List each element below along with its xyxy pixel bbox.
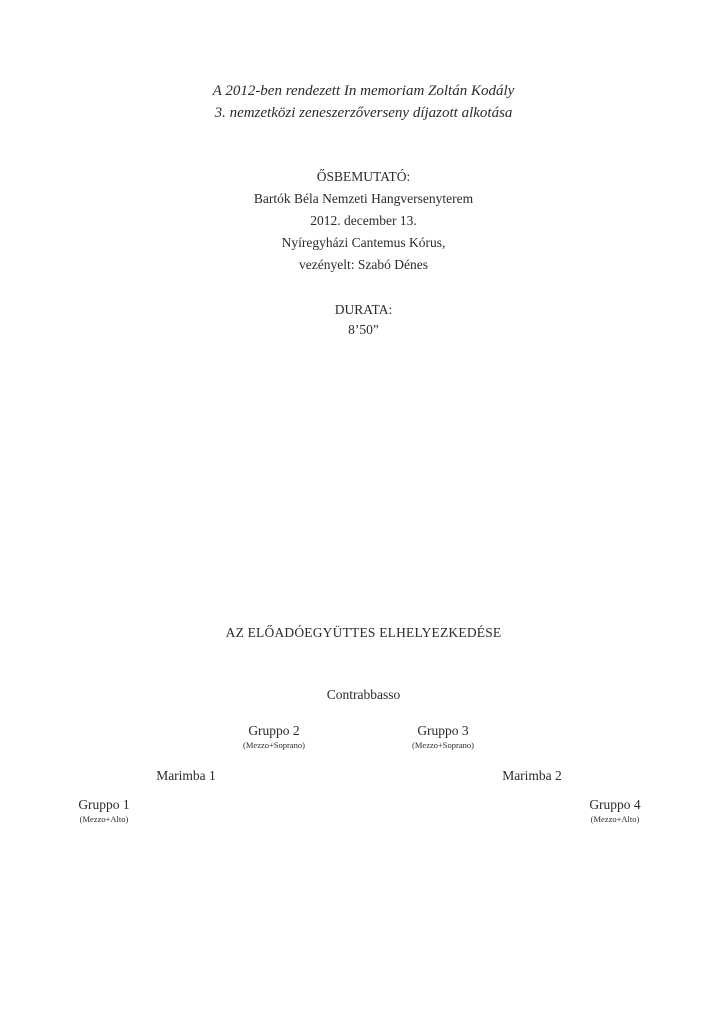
duration-value: 8’50” <box>348 322 379 337</box>
premiere-block <box>0 166 727 276</box>
intro-line-1: A 2012-ben rendezett In memoriam Zoltán Kodály <box>212 83 515 99</box>
position-marimba-2 <box>472 767 592 784</box>
intro-line-2: 3. nemzetközi zeneszerzőverseny díjazott alkotása <box>214 105 513 121</box>
duration-heading: DURATA: <box>334 302 393 317</box>
premiere-conductor: vezényelt: Szabó Dénes <box>299 257 428 272</box>
marimba-2-label: Marimba 2 <box>502 768 562 783</box>
gruppo-1-voices: (Mezzo+Alto) <box>79 814 129 824</box>
position-marimba-1 <box>126 767 246 784</box>
premiere-heading: ŐSBEMUTATÓ: <box>316 169 411 184</box>
position-gruppo-4 <box>555 796 675 825</box>
gruppo-4-label: Gruppo 4 <box>589 797 641 812</box>
gruppo-3-voices: (Mezzo+Soprano) <box>412 740 474 750</box>
gruppo-2-label: Gruppo 2 <box>248 723 300 738</box>
position-contrabbasso <box>0 686 727 703</box>
gruppo-4-voices: (Mezzo+Alto) <box>590 814 640 824</box>
premiere-performer: Nyíregyházi Cantemus Kórus, <box>281 235 446 250</box>
premiere-venue: Bartók Béla Nemzeti Hangversenyterem <box>253 191 474 206</box>
duration-block <box>0 300 727 340</box>
gruppo-3-label: Gruppo 3 <box>417 723 469 738</box>
intro-block <box>0 80 727 124</box>
gruppo-1-label: Gruppo 1 <box>78 797 130 812</box>
marimba-1-label: Marimba 1 <box>156 768 216 783</box>
position-gruppo-3 <box>383 722 503 751</box>
gruppo-2-voices: (Mezzo+Soprano) <box>243 740 305 750</box>
contrabbasso-label: Contrabbasso <box>326 687 401 702</box>
layout-title: AZ ELŐADÓEGYÜTTES ELHELYEZKEDÉSE <box>225 625 502 640</box>
position-gruppo-2 <box>214 722 334 751</box>
position-gruppo-1 <box>44 796 164 825</box>
premiere-date: 2012. december 13. <box>310 213 417 228</box>
